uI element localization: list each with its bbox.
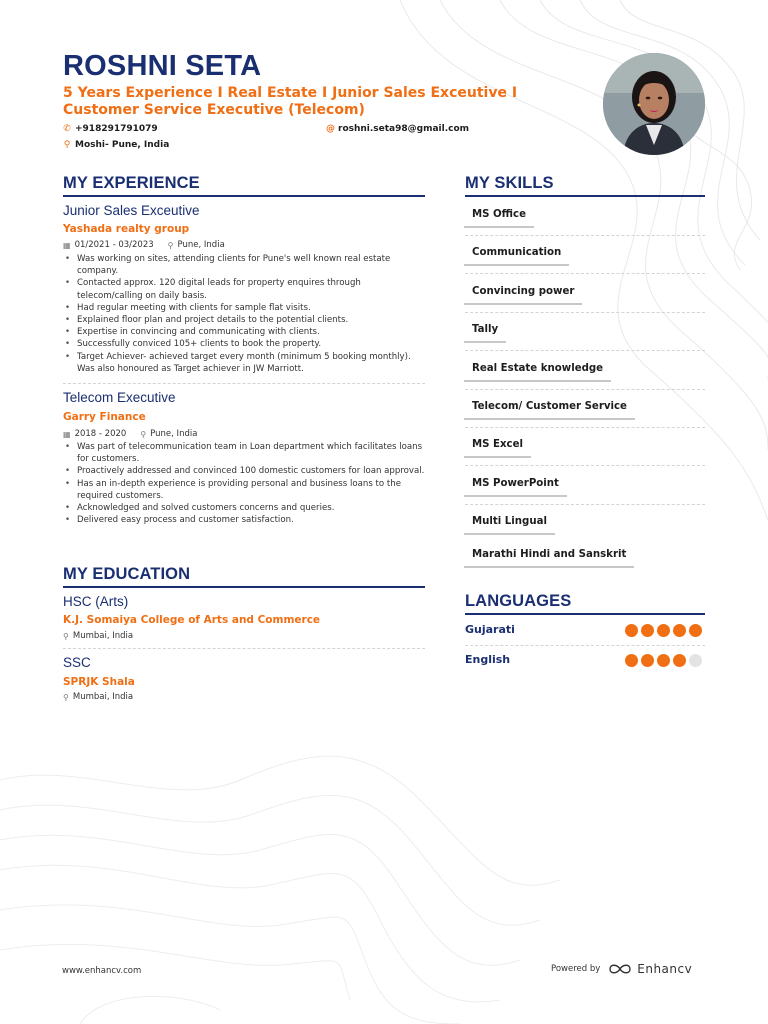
- at-icon: @: [326, 124, 335, 134]
- skill-tag: Marathi Hindi and Sanskrit: [464, 549, 634, 568]
- location-pin-icon: ⚲: [140, 429, 147, 439]
- email-contact[interactable]: [326, 124, 469, 134]
- skill-tag: Real Estate knowledge: [464, 363, 611, 382]
- skills-divider: [465, 195, 705, 197]
- job-location: Pune, India: [150, 429, 198, 439]
- avatar-photo: [603, 53, 705, 155]
- skill-tag: MS Office: [464, 209, 534, 228]
- phone-icon: ✆: [63, 124, 71, 134]
- bullet-item: • Acknowledged and solved customers concerns and queries.: [63, 502, 425, 514]
- job-meta: [63, 240, 225, 250]
- job-location: Pune, India: [177, 240, 225, 250]
- location-pin-icon: ⚲: [167, 240, 174, 250]
- languages-section-title: LANGUAGES: [465, 592, 572, 610]
- skill-separator: [465, 465, 705, 466]
- infinity-icon: [608, 963, 632, 975]
- bullet-item: • Explained floor plan and project details to the potential clients.: [63, 314, 425, 326]
- bullet-item: • Had regular meeting with clients for sample flat visits.: [63, 302, 425, 314]
- background-contour-top: [380, 0, 768, 560]
- location-pin-icon: ⚲: [63, 692, 69, 702]
- calendar-icon: ▦: [63, 429, 71, 439]
- skill-tag: Tally: [464, 324, 506, 343]
- education-section-title: MY EDUCATION: [63, 565, 191, 583]
- powered-by-label: Powered by: [551, 964, 601, 974]
- education-location: Mumbai, India: [72, 692, 134, 702]
- language-name: Gujarati: [465, 623, 515, 636]
- phone-contact[interactable]: [63, 124, 158, 134]
- skill-separator: [465, 350, 705, 351]
- skills-section-title: MY SKILLS: [465, 174, 554, 192]
- job-separator: [63, 383, 425, 384]
- proficiency-dot-filled: [625, 654, 638, 667]
- skill-separator: [465, 427, 705, 428]
- skill-tag: Multi Lingual: [464, 516, 555, 535]
- skill-separator: [465, 504, 705, 505]
- job-company: Yashada realty group: [63, 223, 190, 235]
- candidate-name: ROSHNI SETA: [63, 50, 262, 82]
- proficiency-dot-filled: [657, 654, 670, 667]
- education-school: K.J. Somaiya College of Arts and Commerce: [63, 614, 321, 626]
- skill-separator: [465, 235, 705, 236]
- education-meta: [63, 631, 133, 641]
- bullet-item: • Proactively addressed and convinced 100 domestic customers for loan approval.: [63, 465, 425, 477]
- email-address: roshni.seta98@gmail.com: [338, 124, 470, 134]
- proficiency-dot-filled: [641, 624, 654, 637]
- location-pin-icon: ⚲: [63, 140, 71, 150]
- job-role: Telecom Executive: [63, 390, 176, 405]
- education-divider: [63, 586, 425, 588]
- footer-website-link[interactable]: www.enhancv.com: [62, 966, 142, 976]
- job-bullets: [63, 441, 425, 526]
- proficiency-dots: [625, 624, 702, 637]
- skill-separator: [465, 273, 705, 274]
- bullet-item: • Expertise in convincing and communicating with clients.: [63, 326, 425, 338]
- languages-divider: [465, 613, 705, 615]
- skill-tag: MS PowerPoint: [464, 478, 567, 497]
- bullet-item: • Target Achiever- achieved target every month (minimum 5 booking monthly). Was also honoured as Target achiever in JW Marriott.: [63, 351, 425, 375]
- job-dates: 01/2021 - 03/2023: [74, 240, 154, 250]
- job-company: Garry Finance: [63, 411, 146, 423]
- skill-tag: Convincing power: [464, 286, 582, 305]
- bullet-item: • Has an in-depth experience is providing personal and business loans to the required customers.: [63, 478, 425, 502]
- education-school: SPRJK Shala: [63, 676, 135, 688]
- proficiency-dot-filled: [625, 624, 638, 637]
- experience-section-title: MY EXPERIENCE: [63, 174, 200, 192]
- bullet-item: • Delivered easy process and customer satisfaction.: [63, 514, 425, 526]
- bullet-item: • Successfully conviced 105+ clients to book the property.: [63, 338, 425, 350]
- proficiency-dot-filled: [657, 624, 670, 637]
- proficiency-dot-filled: [689, 624, 702, 637]
- education-separator: [63, 648, 425, 649]
- avatar: [603, 53, 705, 155]
- location-contact: [63, 140, 169, 150]
- proficiency-dot-filled: [673, 624, 686, 637]
- bullet-item: • Was working on sites, attending clients for Pune's well known real estate company.: [63, 253, 425, 277]
- bullet-item: • Contacted approx. 120 digital leads for property enquires through telecom/calling on daily basis.: [63, 277, 425, 301]
- headline: 5 Years Experience I Real Estate I Junior Sales Exceutive I Customer Service Executive (Telecom): [63, 85, 518, 118]
- location-text: Moshi- Pune, India: [75, 140, 170, 150]
- education-degree: SSC: [63, 655, 91, 670]
- language-name: English: [465, 653, 511, 666]
- proficiency-dot-filled: [673, 654, 686, 667]
- skill-tag: Communication: [464, 247, 569, 266]
- skill-tag: MS Excel: [464, 439, 531, 458]
- experience-divider: [63, 195, 425, 197]
- footer-branding: [551, 962, 692, 976]
- job-meta: [63, 429, 197, 439]
- proficiency-dot-empty: [689, 654, 702, 667]
- language-separator: [465, 645, 705, 646]
- job-dates: 2018 - 2020: [74, 429, 127, 439]
- location-pin-icon: ⚲: [63, 631, 69, 641]
- skill-separator: [465, 389, 705, 390]
- job-role: Junior Sales Exceutive: [63, 203, 200, 218]
- proficiency-dot-filled: [641, 654, 654, 667]
- skill-separator: [465, 312, 705, 313]
- education-meta: [63, 692, 133, 702]
- bullet-item: • Was part of telecommunication team in Loan department which facilitates loans for customers.: [63, 441, 425, 465]
- proficiency-dots: [625, 654, 702, 667]
- brand-logo[interactable]: [608, 962, 692, 976]
- calendar-icon: ▦: [63, 240, 71, 250]
- skill-tag: Telecom/ Customer Service: [464, 401, 635, 420]
- phone-number: +918291791079: [75, 124, 158, 134]
- education-location: Mumbai, India: [72, 631, 134, 641]
- brand-name: Enhancv: [637, 962, 693, 976]
- job-bullets: [63, 253, 425, 375]
- background-contour-bottom: [0, 720, 768, 1024]
- education-degree: HSC (Arts): [63, 594, 129, 609]
